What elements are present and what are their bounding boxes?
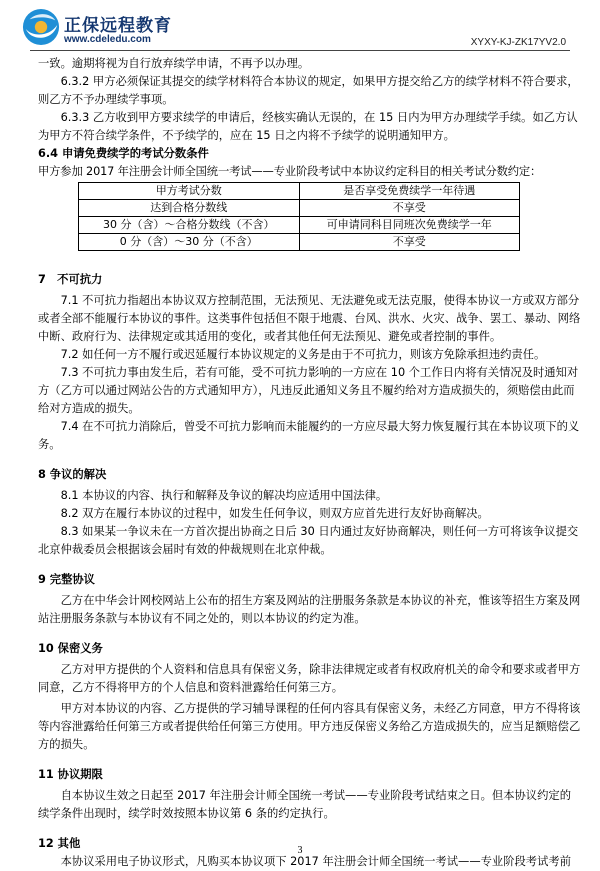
heading-8: 8 争议的解决 [38,468,107,481]
table-row [79,234,520,251]
paragraph-6-3-1-end: 一致。逾期将视为自行放弃续学申请，不再予以办理。 [38,57,310,70]
clause-7-1: 7.1 不可抗力指超出本协议双方控制范围，无法预见、无法避免或无法克服，使得本协议一方或双方部分或者全部不能履行本协议的事件。这类事件包括但不限于地震、台风、洪水、火灾、战争、罢工、暴动、网络中断、政府行为、法律规定或其适用的变化，或者其他任何无法预见、避免或者控制的事件。 [38,294,581,343]
clause-9: 乙方在中华会计网校网站上公布的招生方案及网站的注册服务条款是本协议的补充，惟该等招生方案及网站注册服务条款与本协议有不同之处的，则以本协议的约定为准。 [38,594,581,625]
brand-name: 正保远程教育 [64,16,172,36]
clause-12: 本协议采用电子协议形式，凡购买本协议项下 2017 年注册会计师全国统一考试——专业阶段考试考前 [60,855,571,868]
heading-9: 9 完整协议 [38,573,95,586]
clause-8-1: 8.1 本协议的内容、执行和解释及争议的解决均应适用中国法律。 [60,489,388,502]
clause-10-b: 甲方对本协议的内容、乙方提供的学习辅导课程的任何内容具有保密义务，未经乙方同意，甲方不得将该等内容泄露给任何第三方或者提供给任何第三方使用。甲方违反保密义务给乙方造成损失的，应当足额赔偿乙方的损失。 [38,702,581,751]
heading-12: 12 其他 [38,837,81,850]
clause-7-3: 7.3 不可抗力事由发生后，若有可能，受不可抗力影响的一方应在 10 个工作日内将有关情况及时通知对方（乙方可以通过网站公告的方式通知甲方），凡违反此通知义务且不履约给对方造成损失的，须赔偿由此而给对方造成的损失。 [38,366,579,415]
document-code: XYXY-KJ-ZK17YV2.0 [470,37,566,48]
heading-7: 7 不可抗力 [38,273,103,286]
table-cell: 30 分（含）～合格分数线（不含） [79,217,300,234]
table-cell: 可申请同科目同班次免费续学一年 [299,217,520,234]
table-header-cell: 是否享受免费续学一年待遇 [299,183,520,200]
table-header-row [79,183,520,200]
clause-11: 自本协议生效之日起至 2017 年注册会计师全国统一考试——专业阶段考试结束之日。但本协议约定的续学条件出现时，续学时效按照本协议第 6 条的约定执行。 [38,789,571,820]
page-number: 3 [297,845,303,856]
agreement-body [38,55,582,871]
clause-8-2: 8.2 双方在履行本协议的过程中，如发生任何争议，则双方应首先进行友好协商解决。 [60,507,489,520]
score-conditions-table [78,182,520,251]
table-cell: 不享受 [299,200,520,217]
table-cell: 达到合格分数线 [79,200,300,217]
table-row [79,217,520,234]
table-cell: 0 分（含）～30 分（不含） [79,234,300,251]
page-header [0,0,600,48]
table-row [79,200,520,217]
heading-6-4: 6.4 申请免费续学的考试分数条件 [38,147,209,160]
clause-6-4-intro: 甲方参加 2017 年注册会计师全国统一考试——专业阶段考试中本协议约定科目的相关考试分数约定： [38,165,542,178]
clause-6-3-3: 6.3.3 乙方收到甲方要求续学的申请后，经核实确认无误的，在 15 日内为甲方办理续学手续。如乙方认为甲方不符合续学条件，不予续学的，应在 15 日之内将不予续学的说明通知甲方。 [38,111,578,142]
clause-6-3-2: 6.3.2 甲方必须保证其提交的续学材料符合本协议的规定，如果甲方提交给乙方的续学材料不符合要求，则乙方不予办理续学事项。 [38,75,579,106]
heading-11: 11 协议期限 [38,768,103,781]
website-link[interactable]: www.cdeledu.com [64,34,151,45]
clause-8-3: 8.3 如果某一争议未在一方首次提出协商之日后 30 日内通过友好协商解决，则任何一方可将该争议提交北京仲裁委员会根据该会届时有效的仲裁规则在北京仲裁。 [38,525,579,556]
table-cell: 不享受 [299,234,520,251]
heading-10: 10 保密义务 [38,642,103,655]
clause-10-a: 乙方对甲方提供的个人资料和信息具有保密义务，除非法律规定或者有权政府机关的命令和要求或者甲方同意，乙方不得将甲方的个人信息和资料泄露给任何第三方。 [38,663,581,694]
clause-7-4: 7.4 在不可抗力消除后，曾受不可抗力影响而未能履约的一方应尽最大努力恢复履行其在本协议项下的义务。 [38,420,580,451]
header-divider [30,50,570,51]
table-header-cell: 甲方考试分数 [79,183,300,200]
clause-7-2: 7.2 如任何一方不履行或迟延履行本协议规定的义务是由于不可抗力，则该方免除承担违约责任。 [60,348,546,361]
cdeledu-logo [22,8,60,46]
